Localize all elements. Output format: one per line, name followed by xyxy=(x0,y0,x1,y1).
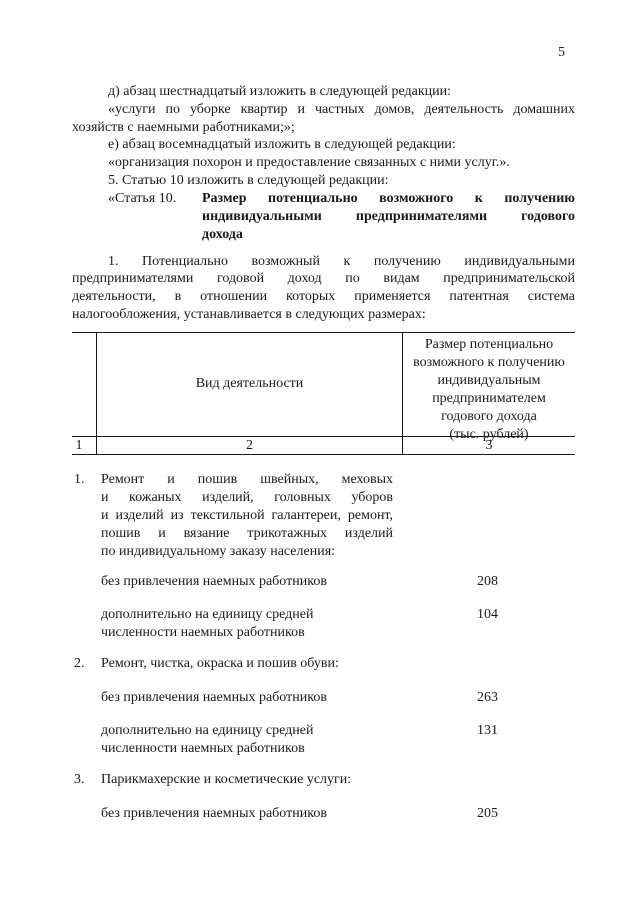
table-header-col3-line: Размер потенциально xyxy=(424,337,554,352)
article-title-line-2: индивидуальными предпринимателями годового xyxy=(202,209,575,224)
table-col-number-2: 2 xyxy=(246,438,253,453)
item-row-value: 205 xyxy=(477,806,498,821)
table-header-col3-line: возможного к получению xyxy=(413,355,565,370)
item-title-line: Ремонт и пошив швейных, меховых xyxy=(101,472,393,487)
item-title-line: пошив и вязание трикотажных изделий xyxy=(101,526,393,541)
article-title-line-1: Размер потенциально возможного к получению xyxy=(202,191,575,206)
table-header-col3-line: предпринимателем xyxy=(432,391,546,406)
intro-line-d-quote-2: хозяйств с наемными работниками;»; xyxy=(72,120,295,135)
table-header-col3-line: (тыс. рублей) xyxy=(449,427,529,442)
table-top-rule xyxy=(72,332,575,333)
paragraph1-line-3: деятельности, в отношении которых применяется патентная система xyxy=(72,289,575,304)
item-number: 1. xyxy=(74,472,85,487)
item-row-label xyxy=(101,606,393,642)
item-row-value: 263 xyxy=(477,690,498,705)
table-header-col3 xyxy=(403,336,575,444)
intro-line-d-quote-1: «услуги по уборке квартир и частных домов, деятельность домашних xyxy=(108,102,575,117)
item-row-label: без привлечения наемных работников xyxy=(101,690,327,705)
item-number: 2. xyxy=(74,656,85,671)
paragraph1-line-4: налогообложения, устанавливается в следующих размерах: xyxy=(72,307,426,322)
table-header-col3-line: годового дохода xyxy=(441,409,537,424)
intro-line-5: 5. Статью 10 изложить в следующей редакции: xyxy=(108,173,389,188)
intro-line-e-quote: «организация похорон и предоставление связанных с ними услуг.». xyxy=(108,155,510,170)
item-row-label-line: численности наемных работников xyxy=(101,625,305,640)
paragraph1-line-1: 1. Потенциально возможный к получению индивидуальными xyxy=(108,254,575,269)
table-col-number-1: 1 xyxy=(75,438,83,453)
item-title xyxy=(101,471,393,561)
item-row-label: без привлечения наемных работников xyxy=(101,574,327,589)
item-title-line: и кожаных изделий, головных уборов xyxy=(101,490,393,505)
item-row-label: без привлечения наемных работников xyxy=(101,806,327,821)
table-col-number-3: 3 xyxy=(485,438,493,453)
item-row-value: 131 xyxy=(477,723,498,738)
item-title-line: и изделий из текстильной галантереи, ремонт, xyxy=(101,508,393,523)
item-row-label-line: дополнительно на единицу средней xyxy=(101,723,314,738)
paragraph1-line-2: предпринимателями годовой доход по видам предпринимательской xyxy=(72,271,575,286)
item-row-label-line: численности наемных работников xyxy=(101,741,305,756)
item-number: 3. xyxy=(74,772,85,787)
item-row-value: 104 xyxy=(477,607,498,622)
page-number: 5 xyxy=(558,45,565,60)
intro-line-e: е) абзац восемнадцатый изложить в следующей редакции: xyxy=(108,137,456,152)
item-title-line: по индивидуальному заказу населения: xyxy=(101,544,336,559)
intro-line-d: д) абзац шестнадцатый изложить в следующей редакции: xyxy=(108,84,451,99)
table-header-col2: Вид деятельности xyxy=(195,376,304,391)
article-label: «Статья 10. xyxy=(108,191,177,206)
item-row-label-line: дополнительно на единицу средней xyxy=(101,607,314,622)
article-title-line-3: дохода xyxy=(202,227,243,242)
item-title: Парикмахерские и косметические услуги: xyxy=(101,772,352,787)
item-row-label xyxy=(101,722,393,758)
item-row-value: 208 xyxy=(477,574,498,589)
table-header-col3-line: индивидуальным xyxy=(437,373,541,388)
item-title: Ремонт, чистка, окраска и пошив обуви: xyxy=(101,656,339,671)
table-header xyxy=(72,332,575,456)
